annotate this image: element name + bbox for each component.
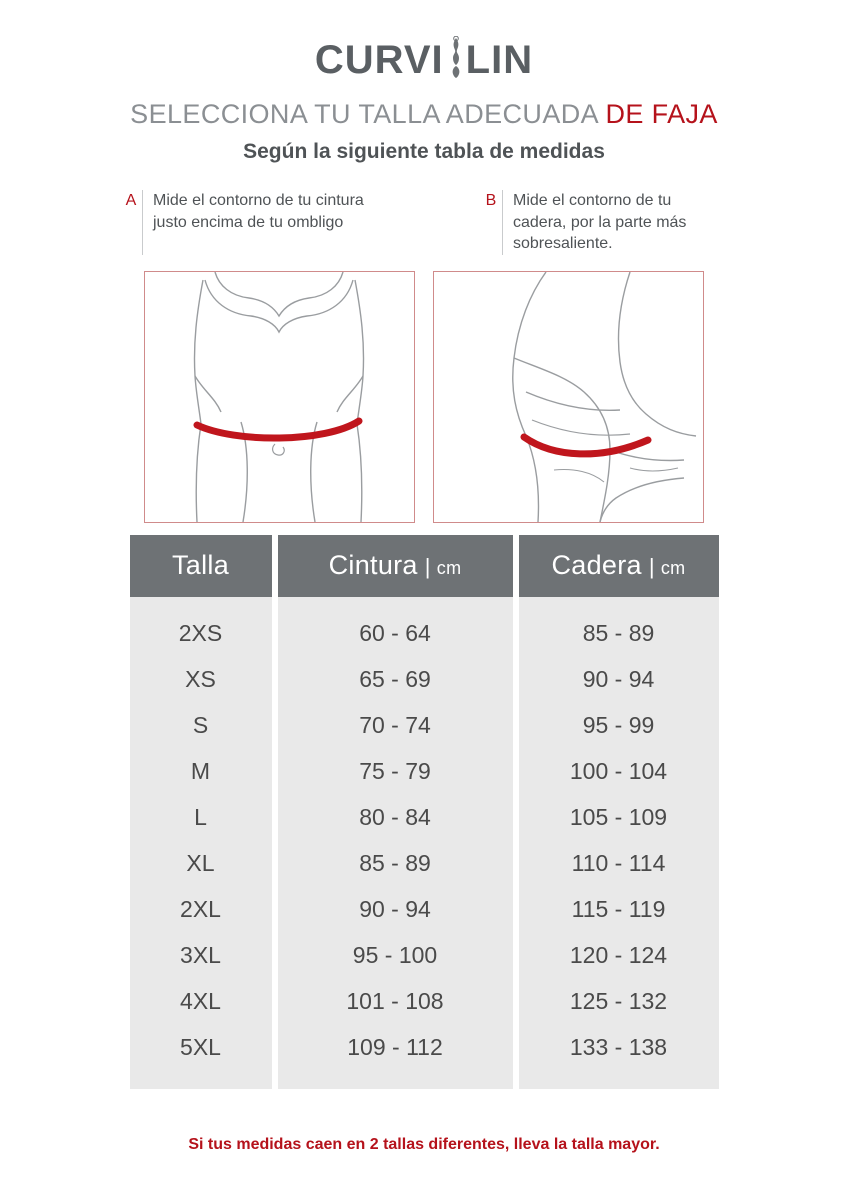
instruction-b-letter: B	[485, 192, 497, 209]
table-cell-cadera: 120 - 124	[569, 942, 668, 969]
table-cell-talla: XL	[186, 850, 215, 877]
table-cell-talla: 4XL	[180, 988, 221, 1015]
table-cell-cintura: 80 - 84	[359, 804, 431, 831]
figures-row	[0, 271, 848, 523]
size-table	[0, 535, 848, 1089]
instruction-a-text: Mide el contorno de tu cintura justo encima de tu ombligo	[153, 192, 364, 231]
page-title-part1: SELECCIONA TU TALLA ADECUADA	[130, 99, 598, 129]
table-cell-talla: M	[190, 758, 211, 785]
table-body-cadera	[519, 597, 719, 1089]
table-cell-cadera: 133 - 138	[569, 1034, 668, 1061]
table-cell-talla: XS	[185, 666, 216, 693]
table-cell-cintura: 90 - 94	[359, 896, 431, 923]
table-cell-talla: 2XS	[178, 620, 223, 647]
table-body-talla	[130, 597, 272, 1089]
instructions-row	[0, 190, 848, 255]
page-title-part2: DE FAJA	[605, 99, 718, 129]
table-cell-cadera: 95 - 99	[582, 712, 655, 739]
page-title	[0, 99, 848, 130]
table-header-cadera-unit: cm	[660, 558, 686, 579]
table-cell-cadera: 100 - 104	[569, 758, 668, 785]
table-header-cadera-label: Cadera	[551, 550, 642, 581]
hip-measure-illustration	[433, 271, 704, 523]
table-cell-cintura: 60 - 64	[359, 620, 431, 647]
instruction-a-letter: A	[125, 192, 137, 209]
page-subtitle: Según la siguiente tabla de medidas	[243, 140, 605, 163]
table-cell-cadera: 125 - 132	[569, 988, 668, 1015]
instruction-b-divider	[502, 190, 503, 255]
table-cell-talla: 3XL	[180, 942, 221, 969]
table-cell-cintura: 101 - 108	[346, 988, 444, 1015]
table-cell-cintura: 75 - 79	[359, 758, 431, 785]
table-cell-talla: L	[194, 804, 207, 831]
table-cell-cadera: 90 - 94	[582, 666, 655, 693]
table-header-cintura	[278, 535, 513, 597]
brand-logo	[0, 0, 848, 83]
table-column-cadera	[519, 535, 719, 1089]
table-cell-cadera: 115 - 119	[571, 896, 666, 923]
table-header-talla-label: Talla	[171, 550, 230, 581]
instruction-a	[120, 190, 368, 255]
table-cell-cintura: 95 - 100	[352, 942, 438, 969]
table-cell-talla: 5XL	[180, 1034, 221, 1061]
table-header-talla	[130, 535, 272, 597]
waist-measure-illustration	[144, 271, 415, 523]
brand-name-part1: CURVI	[314, 38, 444, 82]
table-cell-cintura: 109 - 112	[347, 1034, 443, 1061]
table-header-cadera-separator: |	[648, 553, 655, 579]
table-cell-cadera: 85 - 89	[582, 620, 655, 647]
table-cell-cintura: 65 - 69	[359, 666, 431, 693]
table-cell-cintura: 70 - 74	[359, 712, 431, 739]
table-column-cintura	[278, 535, 513, 1089]
table-header-cadera	[519, 535, 719, 597]
table-cell-cadera: 105 - 109	[569, 804, 668, 831]
table-cell-cadera: 110 - 114	[571, 850, 666, 877]
table-header-cintura-label: Cintura	[328, 550, 418, 581]
brand-logo-text	[315, 38, 533, 83]
table-cell-talla: S	[192, 712, 209, 739]
table-cell-talla: 2XL	[180, 896, 221, 923]
brand-name-part2: LIN	[465, 38, 534, 82]
table-column-talla	[130, 535, 272, 1089]
instruction-a-divider	[142, 190, 143, 255]
instruction-b-text: Mide el contorno de tu cadera, por la parte más sobresaliente.	[513, 192, 687, 253]
table-body-cintura	[278, 597, 513, 1089]
instruction-b	[480, 190, 728, 255]
table-header-cintura-separator: |	[424, 553, 431, 579]
table-cell-cintura: 85 - 89	[359, 850, 431, 877]
table-header-cintura-unit: cm	[436, 558, 462, 579]
footer-note: Si tus medidas caen en 2 tallas diferentes, lleva la talla mayor.	[188, 1136, 660, 1153]
